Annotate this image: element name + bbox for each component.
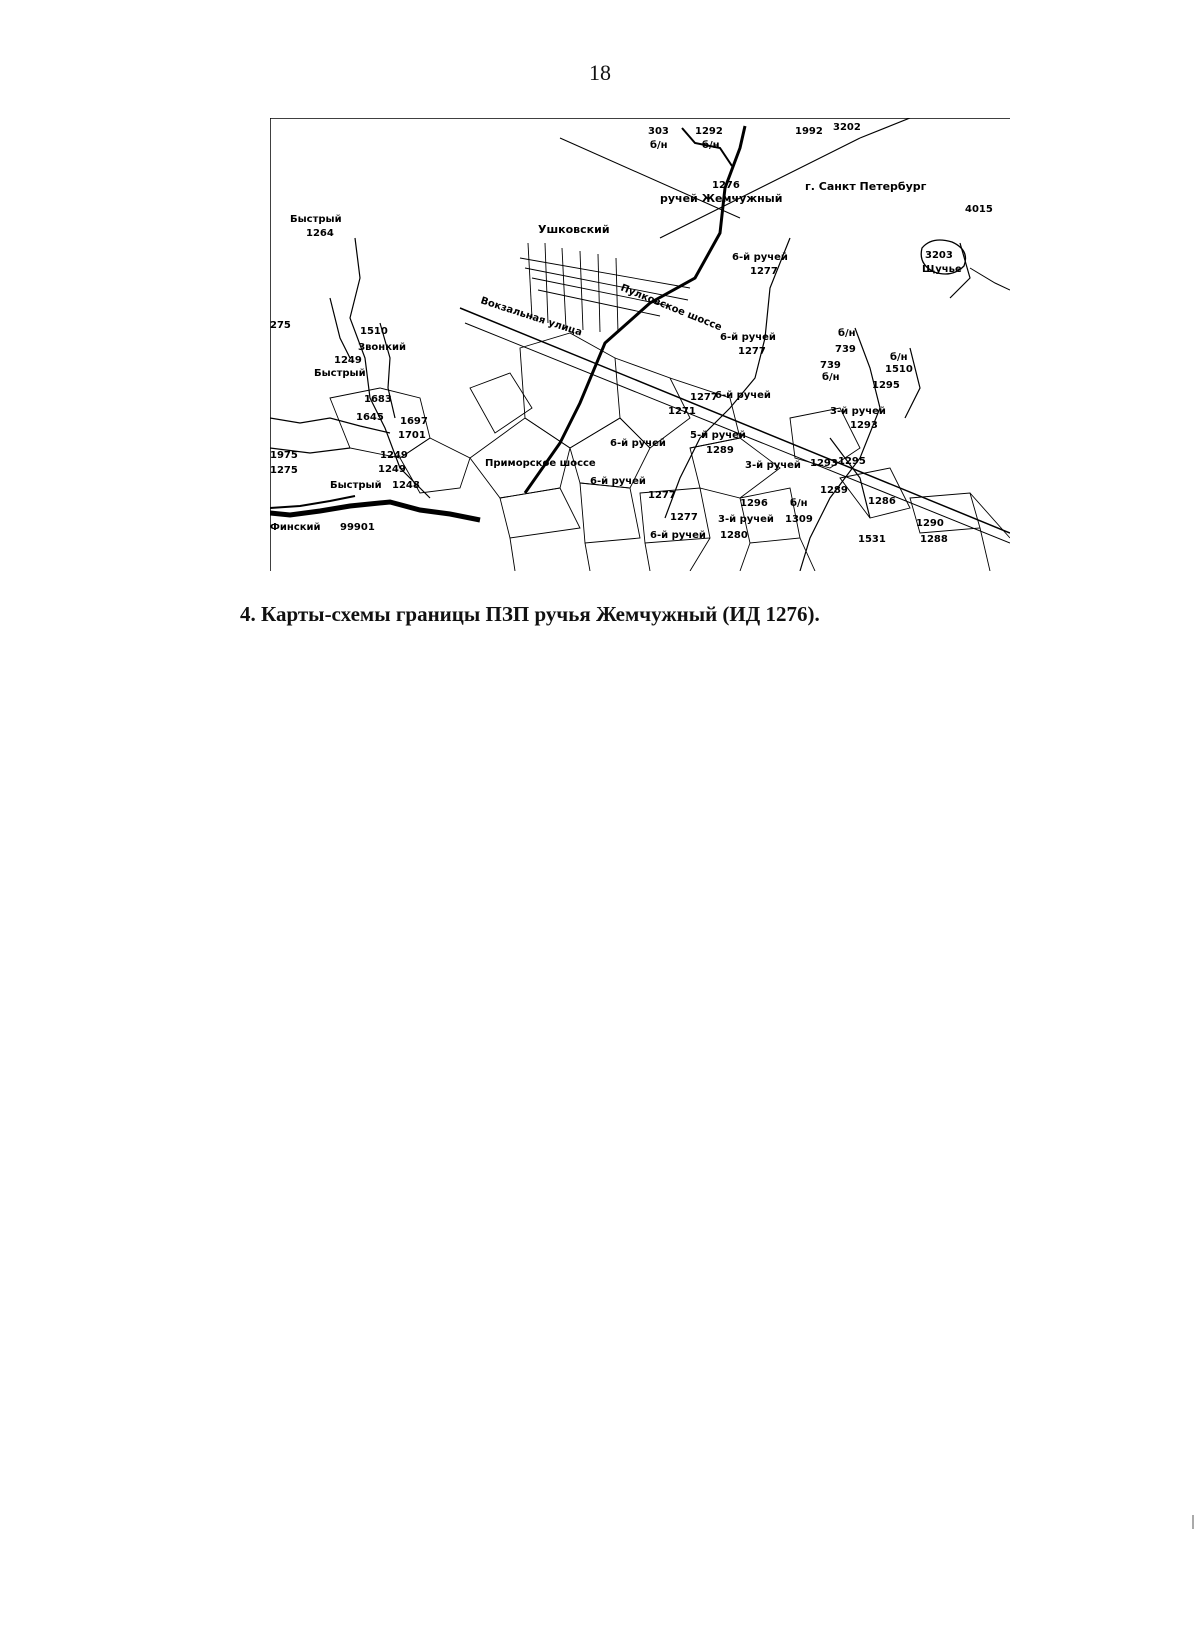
- label-1701: 1701: [398, 430, 426, 441]
- label-739-b: 739: [820, 360, 841, 371]
- label-99901: 99901: [340, 522, 375, 533]
- label-bn-c: б/н: [838, 328, 856, 339]
- label-1645: 1645: [356, 412, 384, 423]
- label-bn-e: б/н: [890, 352, 908, 363]
- label-4015: 4015: [965, 204, 993, 215]
- label-ruchey6-c: 6-й ручей: [715, 390, 771, 401]
- label-1264: 1264: [306, 228, 334, 239]
- label-ruchey3-c: 3-й ручей: [718, 514, 774, 525]
- label-ruchey6-e: 6-й ручей: [590, 476, 646, 487]
- label-1289: 1289: [706, 445, 734, 456]
- label-1295: 1295: [872, 380, 900, 391]
- label-ruchey6-b: 6-й ручей: [720, 332, 776, 343]
- label-bn-f: б/н: [790, 498, 808, 509]
- label-bn-d: б/н: [822, 372, 840, 383]
- label-1290: 1290: [916, 518, 944, 529]
- figure-caption: 4. Карты-схемы границы ПЗП ручья Жемчужный (ИД 1276).: [240, 602, 820, 626]
- label-finsky: Финский: [270, 522, 321, 533]
- label-ruchey5: 5-й ручей: [690, 430, 746, 441]
- label-1992: 1992: [795, 126, 823, 137]
- label-bystry-mid: Быстрый: [314, 368, 366, 379]
- label-1249-a: 1249: [334, 355, 362, 366]
- label-1248: 1248: [392, 480, 420, 491]
- label-ushkovsky: Ушковский: [538, 223, 610, 236]
- label-275: 275: [270, 320, 291, 331]
- label-1531: 1531: [858, 534, 886, 545]
- label-303: 303: [648, 126, 669, 137]
- scan-edge-mark: [1192, 1515, 1194, 1529]
- map-scheme-image: [270, 118, 1010, 571]
- label-1697: 1697: [400, 416, 428, 427]
- label-1292: 1292: [695, 126, 723, 137]
- label-1280: 1280: [720, 530, 748, 541]
- map-figure: [270, 118, 1010, 571]
- label-bystry-top: Быстрый: [290, 214, 342, 225]
- label-bn-a: б/н: [650, 140, 668, 151]
- label-1683: 1683: [364, 394, 392, 405]
- label-1275: 1275: [270, 465, 298, 476]
- label-ruchey6-d: 6-й ручей: [610, 438, 666, 449]
- label-3202: 3202: [833, 122, 861, 133]
- label-ruchey6-f: 6-й ручей: [650, 530, 706, 541]
- label-1295-b: 1295: [838, 456, 866, 467]
- label-1296: 1296: [740, 498, 768, 509]
- label-1277-d: 1277: [648, 490, 676, 501]
- label-1510-b: 1510: [885, 364, 913, 375]
- label-1249-b: 1249: [380, 450, 408, 461]
- label-street-c: Вокзальная улица: [479, 295, 584, 339]
- label-stream-main: ручей Жемчужный: [660, 192, 783, 205]
- label-city: г. Санкт Петербург: [805, 180, 927, 193]
- label-1309: 1309: [785, 514, 813, 525]
- label-bn-b: б/н: [702, 140, 720, 151]
- label-ruchey3-a: 3-й ручей: [830, 406, 886, 417]
- label-1510: 1510: [360, 326, 388, 337]
- label-ruchey3-b: 3-й ручей: [745, 460, 801, 471]
- label-ruchey6-a: 6-й ручей: [732, 252, 788, 263]
- label-1293: 1293: [850, 420, 878, 431]
- label-bystry-low: Быстрый: [330, 480, 382, 491]
- label-1277-e: 1277: [670, 512, 698, 523]
- label-1293-b: 1293: [810, 458, 838, 469]
- label-shuch: Щучье: [922, 264, 962, 275]
- label-1975: 1975: [270, 450, 298, 461]
- label-street-a: Пулковское шоссе: [618, 282, 724, 334]
- label-1249-c: 1249: [378, 464, 406, 475]
- label-1286: 1286: [868, 496, 896, 507]
- label-1288: 1288: [920, 534, 948, 545]
- label-1277-b: 1277: [738, 346, 766, 357]
- label-3203: 3203: [925, 250, 953, 261]
- label-1276: 1276: [712, 180, 740, 191]
- label-1277-a: 1277: [750, 266, 778, 277]
- page-number: 18: [589, 60, 611, 85]
- label-1277-c: 1277: [690, 392, 718, 403]
- label-739: 739: [835, 344, 856, 355]
- label-1271: 1271: [668, 406, 696, 417]
- label-1289-b: 1289: [820, 485, 848, 496]
- label-zvonky: Звонкий: [358, 342, 407, 353]
- label-street-b: Приморское шоссе: [485, 458, 596, 469]
